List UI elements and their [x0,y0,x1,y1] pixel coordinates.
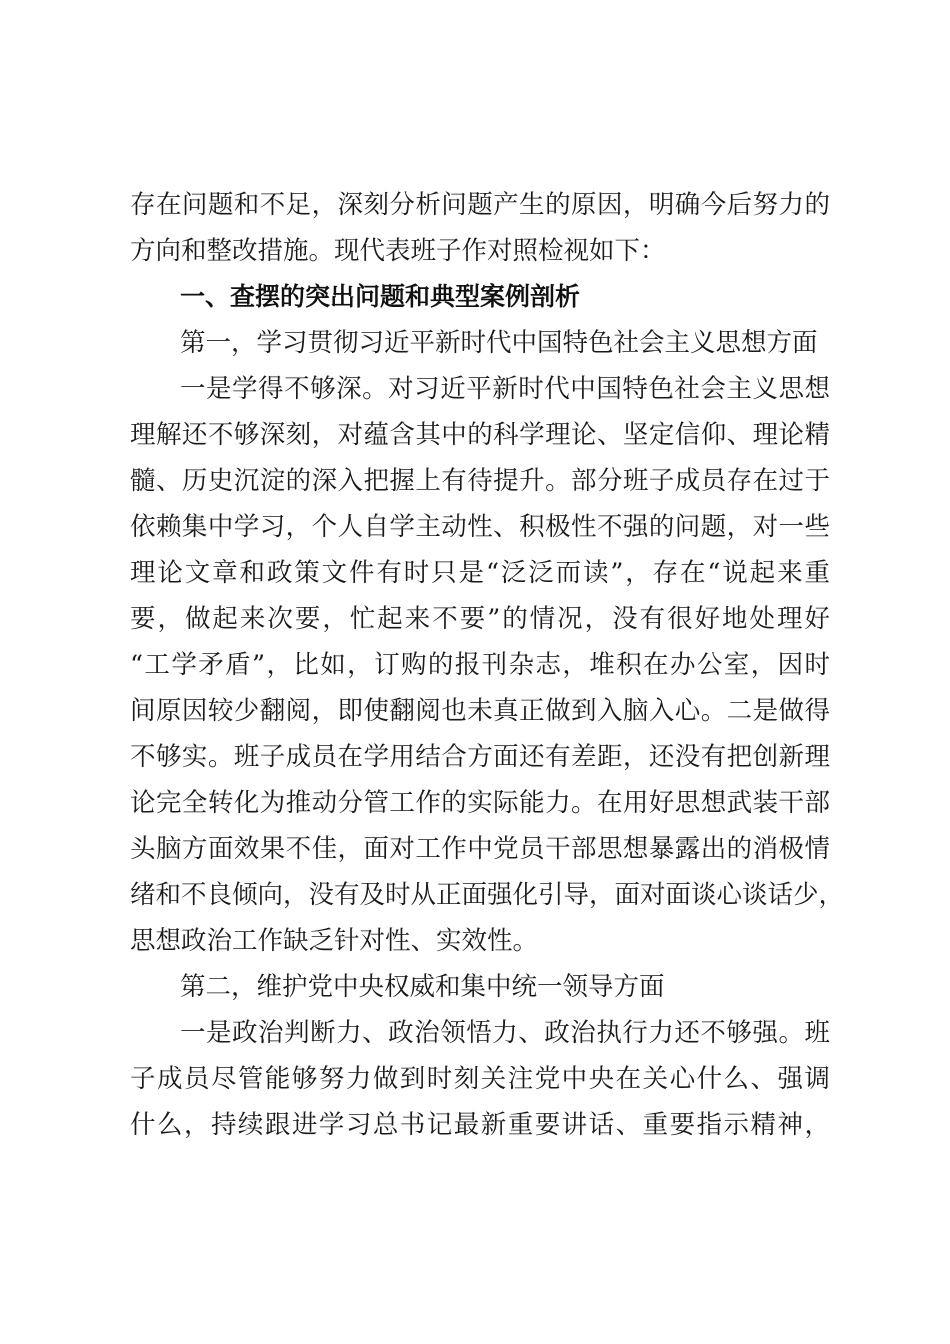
paragraph-line: 思想政治工作缺乏针对性、实效性。 [130,926,539,956]
paragraph-line: 存在问题和不足，深刻分析问题产生的原因，明确今后努力的 [130,190,830,220]
paragraph-line: 绪和不良倾向，没有及时从正面强化引导，面对面谈心谈话少， [130,880,845,910]
paragraph-line: 什么，持续跟进学习总书记最新重要讲话、重要指示精神， [130,1110,830,1140]
section-heading: 一、查摆的突出问题和典型案例剖析 [180,282,581,311]
paragraph-line: 子成员尽管能够努力做到时刻关注党中央在关心什么、强调 [130,1064,830,1094]
subsection-heading: 第二，维护党中央权威和集中统一领导方面 [180,972,665,1002]
paragraph-line: 一是政治判断力、政治领悟力、政治执行力还不够强。班 [180,1018,830,1048]
subsection-heading: 第一，学习贯彻习近平新时代中国特色社会主义思想方面 [180,328,818,358]
paragraph-line: 理解还不够深刻，对蕴含其中的科学理论、坚定信仰、理论精 [130,420,830,450]
paragraph-line: 论完全转化为推动分管工作的实际能力。在用好思想武装干部 [130,788,830,818]
document-body [130,182,845,1148]
paragraph-line: “工学矛盾”，比如，订购的报刊杂志，堆积在办公室，因时 [130,650,830,680]
paragraph-line: 理论文章和政策文件有时只是“泛泛而读”，存在“说起来重 [130,558,830,588]
paragraph-line: 髓、历史沉淀的深入把握上有待提升。部分班子成员存在过于 [130,466,830,496]
paragraph-line: 头脑方面效果不佳，面对工作中党员干部思想暴露出的消极情 [130,834,830,864]
paragraph-line: 方向和整改措施。现代表班子作对照检视如下： [130,236,666,266]
paragraph-line: 不够实。班子成员在学用结合方面还有差距，还没有把创新理 [130,742,830,772]
paragraph-line: 要，做起来次要，忙起来不要”的情况，没有很好地处理好 [130,604,830,634]
paragraph-line: 一是学得不够深。对习近平新时代中国特色社会主义思想 [180,374,830,404]
paragraph-line: 依赖集中学习，个人自学主动性、积极性不强的问题，对一些 [130,512,830,542]
paragraph-line: 间原因较少翻阅，即使翻阅也未真正做到入脑入心。二是做得 [130,696,830,726]
